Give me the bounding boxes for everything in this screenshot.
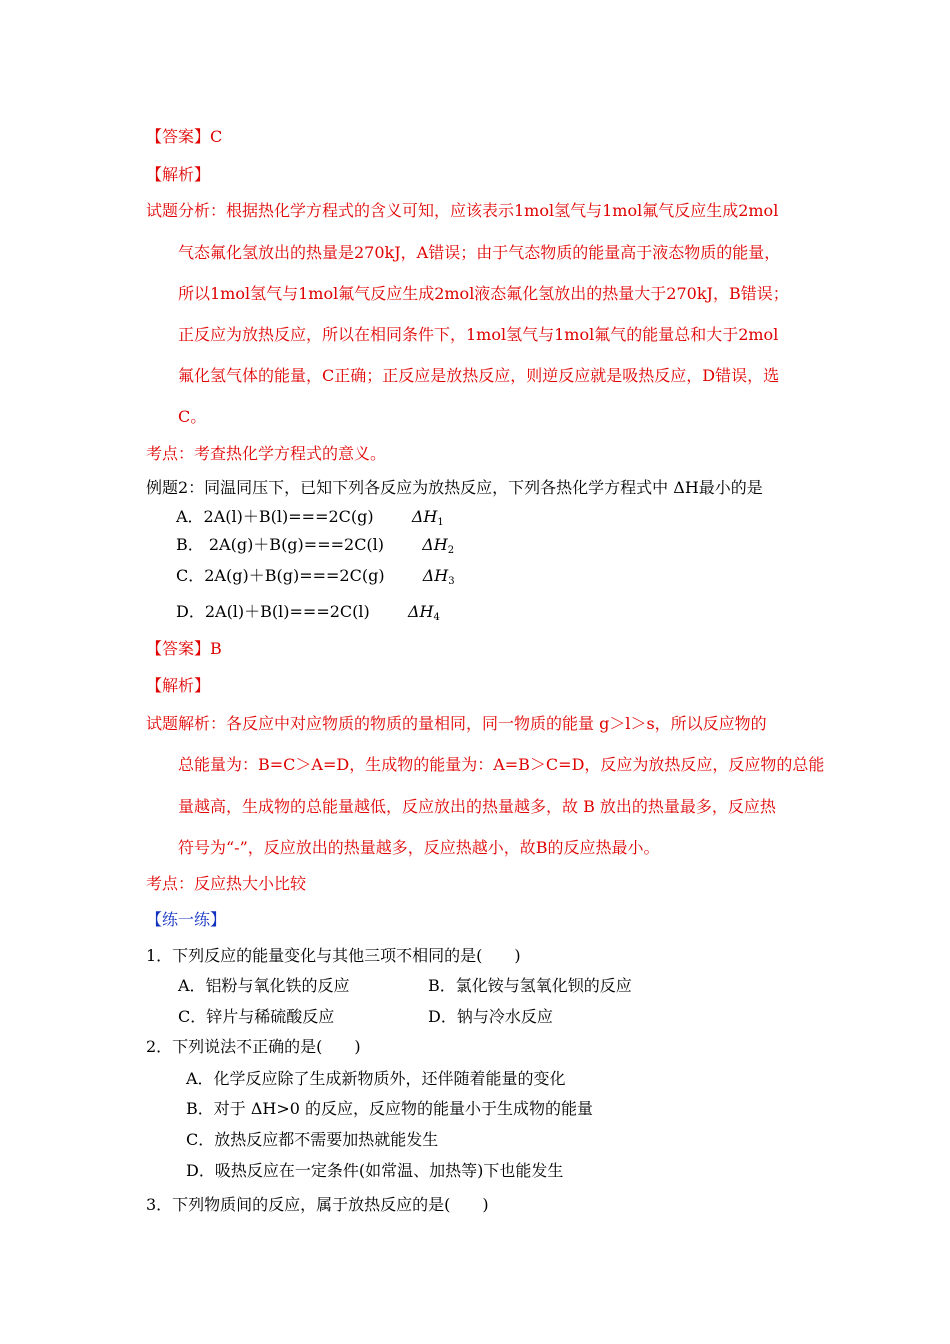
answer-1-value: C bbox=[210, 127, 223, 146]
question-2-option-c: C．放热反应都不需要加热就能发生 bbox=[186, 1130, 439, 1149]
analysis-1-line: 试题分析：根据热化学方程式的含义可知，应该表示1mol氢气与1mol氟气反应生成2mol bbox=[146, 201, 779, 220]
question-2-option-d: D．吸热反应在一定条件(如常温、加热等)下也能发生 bbox=[186, 1161, 564, 1180]
practice-title: 【练一练】 bbox=[146, 910, 227, 929]
question-1-option-b: B．氯化铵与氢氧化钡的反应 bbox=[428, 976, 632, 995]
analysis-2-label: 【解析】 bbox=[146, 676, 211, 695]
analysis-1-line: 氟化氢气体的能量，C正确；正反应是放热反应，则逆反应就是吸热反应，D错误，选 bbox=[178, 366, 780, 385]
analysis-1-line: 气态氟化氢放出的热量是270kJ，A错误；由于气态物质的能量高于液态物质的能量， bbox=[178, 243, 781, 262]
option-equation: A．2A(l)＋B(l)===2C(g) bbox=[176, 507, 374, 526]
analysis-2-line: 试题解析：各反应中对应物质的物质的量相同，同一物质的能量 g＞l＞s，所以反应物的 bbox=[146, 714, 767, 733]
question-1-option-d: D．钠与冷水反应 bbox=[428, 1007, 553, 1026]
option-equation: D．2A(l)＋B(l)===2C(l) bbox=[176, 602, 370, 621]
question-2-option-b: B．对于 ΔH>0 的反应，反应物的能量小于生成物的能量 bbox=[186, 1099, 594, 1118]
answer-2 bbox=[146, 639, 222, 659]
delta-h: ΔH bbox=[411, 507, 438, 526]
delta-h-sub: 1 bbox=[437, 517, 444, 528]
question-3-stem: 3．下列物质间的反应，属于放热反应的是( ) bbox=[146, 1195, 489, 1214]
analysis-2-line: 符号为“-”，反应放出的热量越多，反应热越小，故B的反应热最小。 bbox=[178, 838, 660, 857]
kaodian-2: 考点：反应热大小比较 bbox=[146, 874, 307, 893]
option-equation: B． 2A(g)＋B(g)===2C(l) bbox=[176, 535, 385, 554]
delta-h: ΔH bbox=[422, 535, 448, 554]
analysis-2-line: 总能量为：B=C＞A=D，生成物的能量为：A=B＞C=D，反应为放热反应，反应物的总能 bbox=[178, 755, 825, 774]
example-2-option-c bbox=[176, 566, 455, 592]
delta-h-sub: 4 bbox=[433, 612, 440, 623]
example-2-option-d bbox=[176, 602, 440, 628]
answer-1 bbox=[146, 127, 222, 147]
analysis-1-label: 【解析】 bbox=[146, 165, 211, 184]
question-2-option-a: A．化学反应除了生成新物质外，还伴随着能量的变化 bbox=[186, 1069, 566, 1088]
analysis-1-line: 所以1mol氢气与1mol氟气反应生成2mol液态氟化氢放出的热量大于270kJ，B错误； bbox=[178, 284, 789, 303]
example-2-question: 例题2：同温同压下，已知下列各反应为放热反应，下列各热化学方程式中 ΔH最小的是 bbox=[146, 478, 763, 497]
example-2-option-b bbox=[176, 535, 454, 561]
delta-h: ΔH bbox=[422, 566, 449, 585]
question-1-option-a: A．铝粉与氧化铁的反应 bbox=[178, 976, 350, 995]
question-1-option-c: C．锌片与稀硫酸反应 bbox=[178, 1007, 335, 1026]
analysis-1-line: 正反应为放热反应，所以在相同条件下，1mol氢气与1mol氟气的能量总和大于2mol bbox=[178, 325, 779, 344]
kaodian-1: 考点：考查热化学方程式的意义。 bbox=[146, 444, 387, 463]
answer-2-value: B bbox=[210, 639, 222, 658]
question-2-stem: 2．下列说法不正确的是( ) bbox=[146, 1037, 361, 1056]
delta-h: ΔH bbox=[407, 602, 434, 621]
delta-h-sub: 2 bbox=[447, 545, 455, 556]
analysis-2-line: 量越高，生成物的总能量越低，反应放出的热量越多，故 B 放出的热量最多，反应热 bbox=[178, 797, 776, 816]
example-2-option-a bbox=[176, 507, 444, 533]
answer-1-label: 【答案】 bbox=[146, 127, 211, 146]
analysis-1-line: C。 bbox=[178, 407, 207, 426]
answer-2-label: 【答案】 bbox=[146, 639, 211, 658]
delta-h-sub: 3 bbox=[448, 576, 455, 587]
question-1-stem: 1．下列反应的能量变化与其他三项不相同的是( ) bbox=[146, 946, 521, 965]
option-equation: C．2A(g)＋B(g)===2C(g) bbox=[176, 566, 385, 585]
